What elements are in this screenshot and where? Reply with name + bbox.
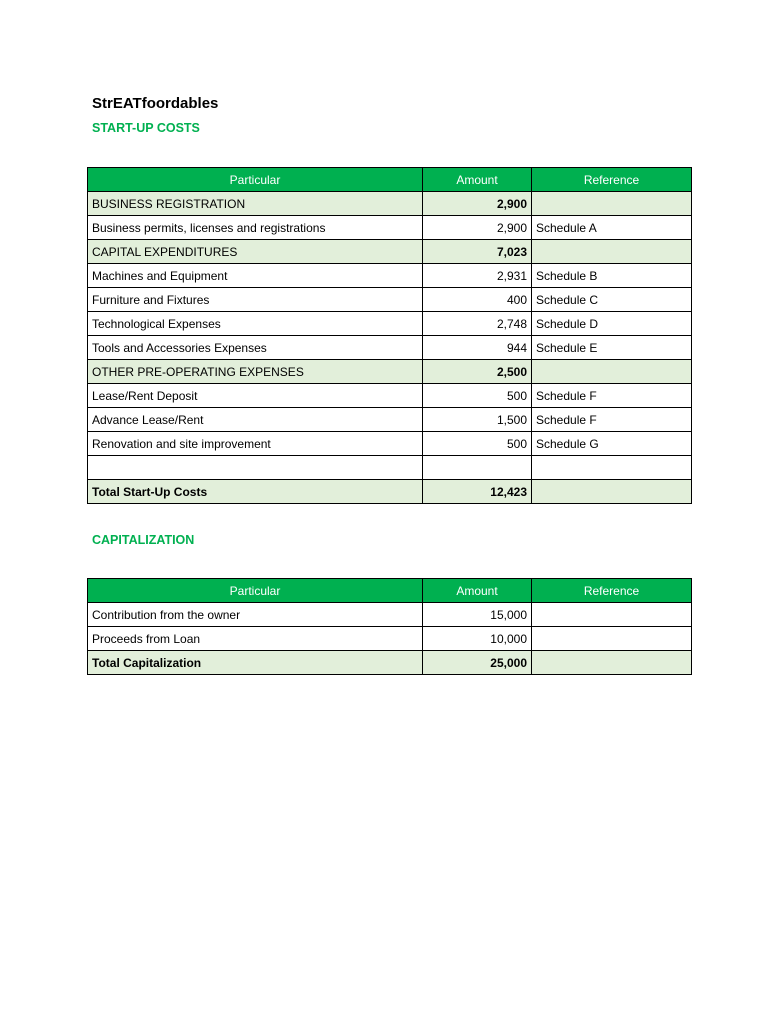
reference-cell [532,456,692,480]
capitalization-table [87,578,692,675]
amount-cell: 2,931 [423,264,532,288]
table-row [88,432,692,456]
table-row [88,264,692,288]
amount-cell: 2,500 [423,360,532,384]
reference-cell [532,627,692,651]
amount-cell: 10,000 [423,627,532,651]
particular-cell: Proceeds from Loan [88,627,423,651]
header-particular: Particular [88,579,423,603]
amount-cell [423,456,532,480]
company-name: StrEATfoordables [92,95,219,112]
empty-row [88,456,692,480]
table-row [88,336,692,360]
reference-cell [532,240,692,264]
total-label: Total Start-Up Costs [88,480,423,504]
table-row [88,627,692,651]
table-row [88,408,692,432]
amount-cell: 500 [423,384,532,408]
reference-cell [532,603,692,627]
particular-cell: Machines and Equipment [88,264,423,288]
amount-cell: 2,748 [423,312,532,336]
particular-cell: Lease/Rent Deposit [88,384,423,408]
table-row [88,384,692,408]
table-row [88,192,692,216]
total-row [88,480,692,504]
table-row [88,240,692,264]
amount-cell: 2,900 [423,192,532,216]
table-row [88,312,692,336]
amount-cell: 15,000 [423,603,532,627]
particular-cell: Contribution from the owner [88,603,423,627]
reference-cell: Schedule F [532,408,692,432]
reference-cell: Schedule F [532,384,692,408]
particular-cell: BUSINESS REGISTRATION [88,192,423,216]
capitalization-title: CAPITALIZATION [92,533,195,547]
startup-costs-table [87,167,692,504]
startup-costs-title: START-UP COSTS [92,121,200,135]
table-row [88,288,692,312]
total-amount: 12,423 [423,480,532,504]
amount-cell: 400 [423,288,532,312]
reference-cell: Schedule B [532,264,692,288]
table-header-row [88,168,692,192]
total-row [88,651,692,675]
header-amount: Amount [423,168,532,192]
table-header-row [88,579,692,603]
particular-cell [88,456,423,480]
total-reference [532,480,692,504]
reference-cell [532,192,692,216]
amount-cell: 7,023 [423,240,532,264]
amount-cell: 1,500 [423,408,532,432]
particular-cell: Business permits, licenses and registrations [88,216,423,240]
particular-cell: Technological Expenses [88,312,423,336]
reference-cell: Schedule D [532,312,692,336]
header-reference: Reference [532,168,692,192]
reference-cell: Schedule C [532,288,692,312]
particular-cell: Advance Lease/Rent [88,408,423,432]
particular-cell: Furniture and Fixtures [88,288,423,312]
reference-cell [532,360,692,384]
header-particular: Particular [88,168,423,192]
amount-cell: 944 [423,336,532,360]
particular-cell: Renovation and site improvement [88,432,423,456]
reference-cell: Schedule A [532,216,692,240]
header-reference: Reference [532,579,692,603]
total-label: Total Capitalization [88,651,423,675]
table-row [88,216,692,240]
header-amount: Amount [423,579,532,603]
amount-cell: 2,900 [423,216,532,240]
particular-cell: Tools and Accessories Expenses [88,336,423,360]
amount-cell: 500 [423,432,532,456]
reference-cell: Schedule G [532,432,692,456]
table-row [88,603,692,627]
table-row [88,360,692,384]
total-amount: 25,000 [423,651,532,675]
total-reference [532,651,692,675]
reference-cell: Schedule E [532,336,692,360]
particular-cell: OTHER PRE-OPERATING EXPENSES [88,360,423,384]
particular-cell: CAPITAL EXPENDITURES [88,240,423,264]
